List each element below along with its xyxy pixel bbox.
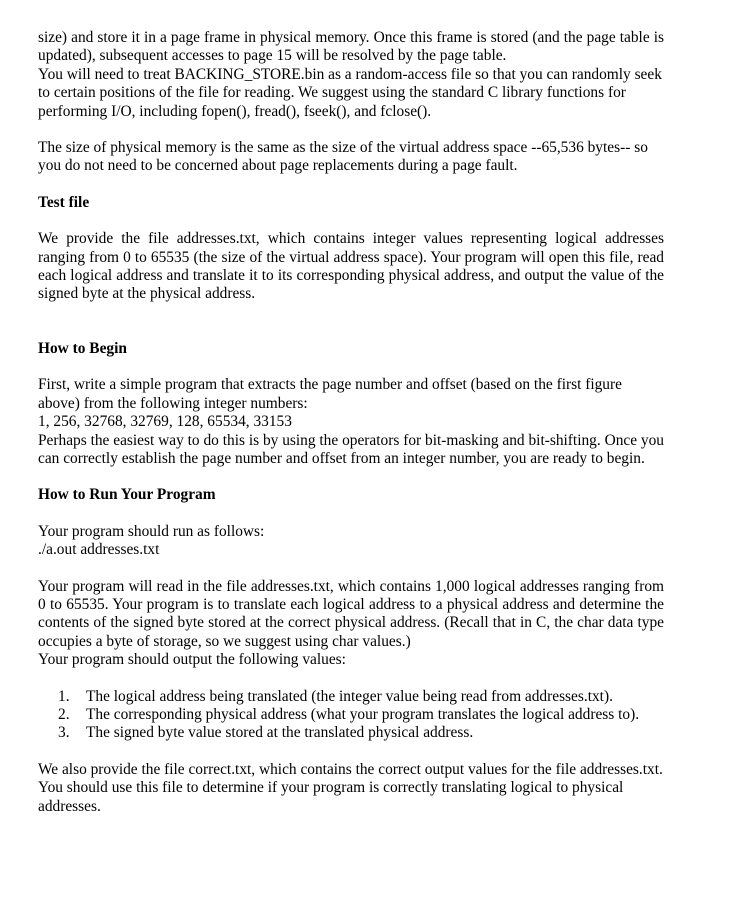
list-item-number: 3. <box>58 724 70 742</box>
list-item <box>38 688 664 706</box>
paragraph-run-3: Your program should output the following values: <box>38 651 346 669</box>
paragraph-run-command: ./a.out addresses.txt <box>38 541 160 559</box>
list-item-text: The signed byte value stored at the translated physical address. <box>86 724 474 742</box>
paragraph-test-file: We provide the file addresses.txt, which contains integer values representing logical addresses ranging from 0 to 65535 (the size of the virtual address space). Your program will open this file, read each logical address and translate it to its corresponding physical address, and output the value of the signed byte at the physical address. <box>38 230 664 303</box>
heading-test-file: Test file <box>38 193 90 211</box>
list-item <box>38 706 664 724</box>
list-item <box>38 724 664 742</box>
paragraph-intro-1: size) and store it in a page frame in physical memory. Once this frame is stored (and the page table is updated), subsequent accesses to page 15 will be resolved by the page table. <box>38 29 664 65</box>
paragraph-run-1: Your program should run as follows: <box>38 522 265 540</box>
heading-how-to-run: How to Run Your Program <box>38 486 216 504</box>
paragraph-begin-numbers: 1, 256, 32768, 32769, 128, 65534, 33153 <box>38 413 292 431</box>
paragraph-begin-2: Perhaps the easiest way to do this is by using the operators for bit-masking and bit-shifting. Once you can correctly establish the page number and offset from an integer number, you are ready to begin. <box>38 431 664 467</box>
list-item-number: 2. <box>58 705 70 723</box>
paragraph-intro-2: You will need to treat BACKING_STORE.bin as a random-access file so that you can randomly seek to certain positions of the file for reading. We suggest using the standard C library functions for performing I/O, including fopen(), fread(), fseek(), and fclose(). <box>38 65 662 120</box>
paragraph-memory-size: The size of physical memory is the same as the size of the virtual address space --65,536 bytes-- so you do not need to be concerned about page replacements during a page fault. <box>38 139 648 175</box>
list-item-text: The corresponding physical address (what your program translates the logical address to). <box>86 705 640 723</box>
list-item-number: 1. <box>58 687 70 705</box>
list-item-text: The logical address being translated (the integer value being read from addresses.txt). <box>86 687 613 705</box>
paragraph-correct-file: We also provide the file correct.txt, which contains the correct output values for the file addresses.txt. You should use this file to determine if your program is correctly translating logical to physical addresses. <box>38 760 663 815</box>
document-page <box>38 29 664 816</box>
paragraph-begin-1: First, write a simple program that extracts the page number and offset (based on the first figure above) from the following integer numbers: <box>38 376 622 412</box>
paragraph-run-2: Your program will read in the file addresses.txt, which contains 1,000 logical addresses ranging from 0 to 65535. Your program is to translate each logical address to a physical address and determine the contents of the signed byte stored at the correct physical address. (Recall that in C, the char data type occupies a byte of storage, so we suggest using char values.) <box>38 577 664 650</box>
output-values-list <box>38 688 664 743</box>
heading-how-to-begin: How to Begin <box>38 339 127 357</box>
